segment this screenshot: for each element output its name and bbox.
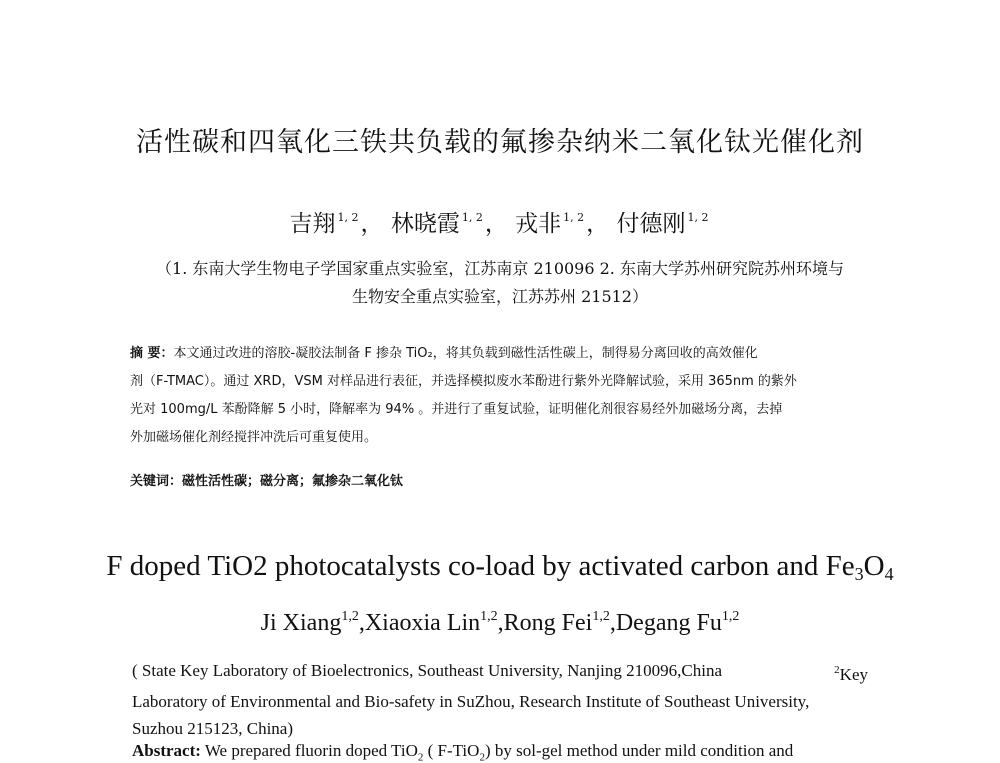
author-affil-sup: 1, 2 <box>563 211 585 224</box>
author-name: 吉翔 <box>289 211 336 237</box>
author-affil-sup: 1, 2 <box>687 211 709 224</box>
affiliation-text: Key <box>839 665 868 684</box>
chinese-title: 活性碳和四氧化三铁共负载的氟掺杂纳米二氧化钛光催化剂 <box>136 127 864 158</box>
subscript: 4 <box>884 564 894 584</box>
author-affil-sup: 1, 2 <box>461 211 483 224</box>
author-affil-sup: 1,2 <box>341 609 359 624</box>
author-name: Degang Fu <box>615 610 722 636</box>
affil-sup: 2 <box>834 664 840 676</box>
affiliation-text: ( State Key Laboratory of Bioelectronics, Southeast University, Nanjing 210096,China <box>132 661 722 680</box>
english-title <box>0 550 1000 585</box>
chinese-abstract-label: 摘 要： <box>130 346 174 361</box>
affiliation-text <box>834 657 868 688</box>
keywords-label: 关键词： <box>130 474 183 489</box>
author-name: Rong Fei <box>503 610 593 636</box>
author-separator: ， <box>484 211 508 237</box>
english-affiliation <box>132 657 868 742</box>
author-separator: , <box>358 610 365 636</box>
english-title-text: O <box>863 550 885 582</box>
chinese-abstract-line <box>130 340 870 368</box>
subscript: 3 <box>854 564 864 584</box>
subscript: 2 <box>479 751 485 763</box>
subscript: 2 <box>417 751 424 763</box>
author-affil-sup: 1, 2 <box>337 211 359 224</box>
author-affil-sup: 1,2 <box>592 609 610 624</box>
abstract-text: 本文通过改进的溶胶-凝胶法制备 F 掺杂 TiO₂，将其负载到磁性活性碳上，制得易分离回收的高效催化 <box>173 346 758 361</box>
chinese-affiliation-line: （1. 东南大学生物电子学国家重点实验室，江苏南京 210096 2. 东南大学苏州研究院苏州环境与 <box>156 259 844 278</box>
chinese-authors <box>0 205 1000 238</box>
author-name: 林晓霞 <box>390 211 460 237</box>
chinese-keywords <box>130 470 403 489</box>
author-name: 付德刚 <box>616 211 686 237</box>
chinese-abstract-line: 剂（F-TMAC）。通过 XRD，VSM 对样品进行表征，并选择模拟废水苯酚进行紫外光降解试验，采用 365nm 的紫外 <box>130 374 797 389</box>
abstract-text: ) by sol-gel method under mild condition and <box>484 741 794 760</box>
author-name: 戎非 <box>515 211 562 237</box>
author-affil-sup: 1,2 <box>480 609 498 624</box>
abstract-text: ( F-TiO <box>423 741 480 760</box>
keywords-text: 磁性活性碳；磁分离；氟掺杂二氧化钛 <box>182 474 404 489</box>
chinese-abstract-line: 外加磁场催化剂经搅拌冲洗后可重复使用。 <box>130 430 378 445</box>
author-separator: , <box>497 610 504 636</box>
chinese-affiliation-line: 生物安全重点实验室，江苏苏州 21512） <box>352 287 648 306</box>
english-affiliation-line <box>132 688 868 715</box>
author-separator: , <box>609 610 616 636</box>
english-title-text: F doped TiO2 photocatalysts co-load by activated carbon and Fe <box>106 550 855 582</box>
author-separator: ， <box>360 211 384 237</box>
abstract-text: We prepared fluorin doped TiO <box>200 741 418 760</box>
author-affil-sup: 1,2 <box>721 609 740 624</box>
affiliation-text: Laboratory of Environmental and Bio-safety in SuZhou, Research Institute of Southeast University, <box>132 692 810 711</box>
english-affiliation-line <box>132 657 868 688</box>
english-abstract-label: Abstract: <box>132 741 201 760</box>
author-name: Xiaoxia Lin <box>364 610 481 636</box>
author-name: Ji Xiang <box>260 610 342 636</box>
chinese-abstract-line: 光对 100mg/L 苯酚降解 5 小时，降解率为 94% 。并进行了重复试验，证明催化剂很容易经外加磁场分离，去掉 <box>130 402 783 417</box>
english-authors <box>0 609 1000 637</box>
english-affiliation-line: Suzhou 215123, China) <box>132 719 294 738</box>
author-separator: ， <box>586 211 610 237</box>
